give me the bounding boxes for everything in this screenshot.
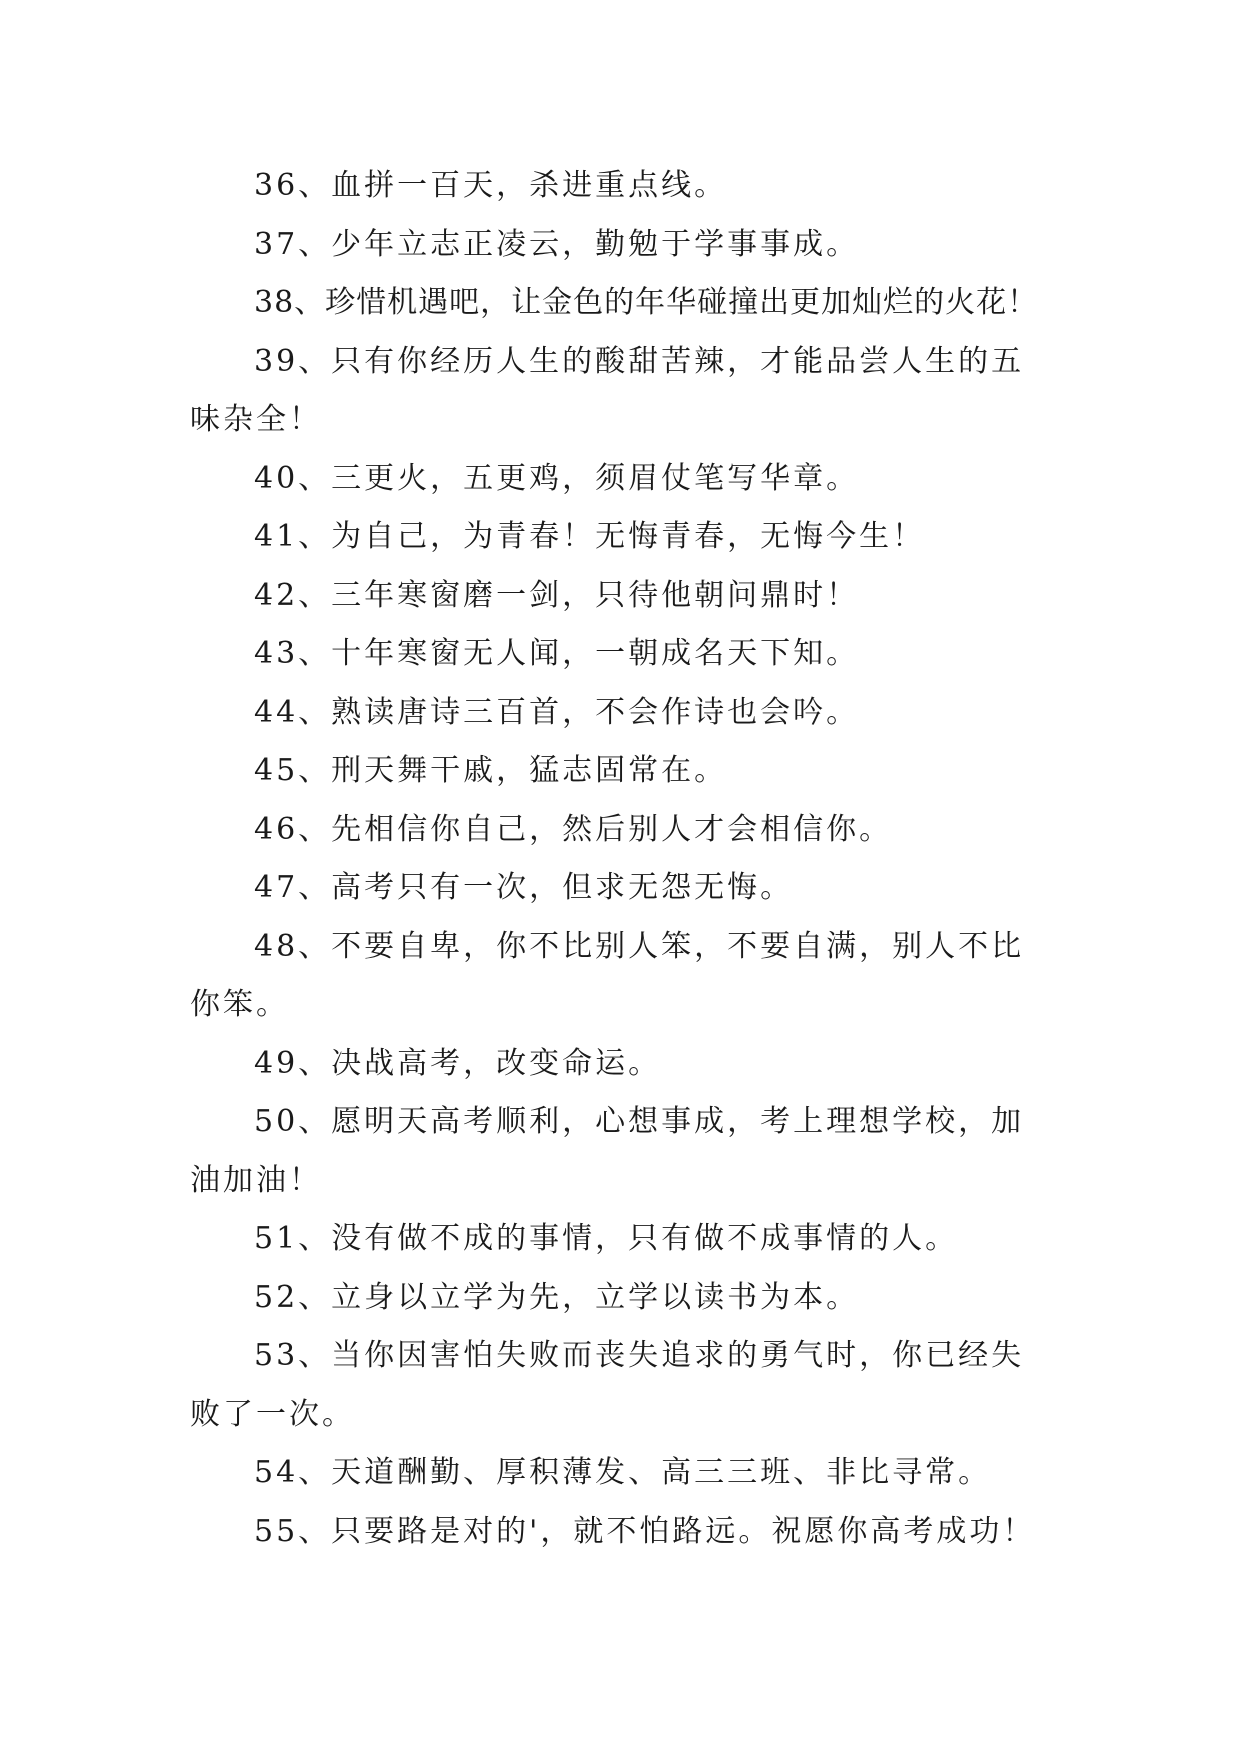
paragraph-40: 40、三更火，五更鸡，须眉仗笔写华章。 bbox=[254, 460, 860, 496]
paragraph-55: 55、只要路是对的'，就不怕路远。祝愿你高考成功！ bbox=[254, 1513, 1036, 1549]
text-body bbox=[190, 157, 1050, 1561]
paragraph-45: 45、刑天舞干戚，猛志固常在。 bbox=[254, 753, 728, 788]
paragraph-51: 51、没有做不成的事情，只有做不成事情的人。 bbox=[254, 1221, 959, 1256]
paragraph-47: 47、高考只有一次，但求无怨无悔。 bbox=[254, 870, 794, 905]
paragraph-43: 43、十年寒窗无人闻，一朝成名天下知。 bbox=[254, 636, 860, 671]
paragraph-49: 49、决战高考，改变命运。 bbox=[254, 1045, 662, 1081]
paragraph-52: 52、立身以立学为先，立学以读书为本。 bbox=[254, 1279, 860, 1315]
paragraph-39: 39、只有你经历人生的酸甜苦辣，才能品尝人生的五味杂全！ bbox=[190, 343, 1025, 437]
paragraph-38: 38、珍惜机遇吧，让金色的年华碰撞出更加灿烂的火花！ bbox=[254, 285, 1039, 320]
paragraph-41: 41、为自己，为青春！无悔青春，无悔今生！ bbox=[254, 519, 926, 554]
paragraph-54: 54、天道酬勤、厚积薄发、高三三班、非比寻常。 bbox=[254, 1455, 992, 1490]
paragraph-44: 44、熟读唐诗三百首，不会作诗也会吟。 bbox=[254, 694, 860, 730]
paragraph-53: 53、当你因害怕失败而丧失追求的勇气时，你已经失败了一次。 bbox=[190, 1338, 1025, 1432]
paragraph-42: 42、三年寒窗磨一剑，只待他朝问鼎时！ bbox=[254, 577, 860, 613]
paragraph-37: 37、少年立志正凌云，勤勉于学事事成。 bbox=[254, 226, 860, 262]
paragraph-48: 48、不要自卑，你不比别人笨，不要自满，别人不比你笨。 bbox=[190, 928, 1025, 1022]
paragraph-36: 36、血拼一百天，杀进重点线。 bbox=[254, 168, 728, 203]
paragraph-50: 50、愿明天高考顺利，心想事成，考上理想学校，加油加油！ bbox=[190, 1104, 1025, 1198]
paragraph-46: 46、先相信你自己，然后别人才会相信你。 bbox=[254, 811, 893, 847]
